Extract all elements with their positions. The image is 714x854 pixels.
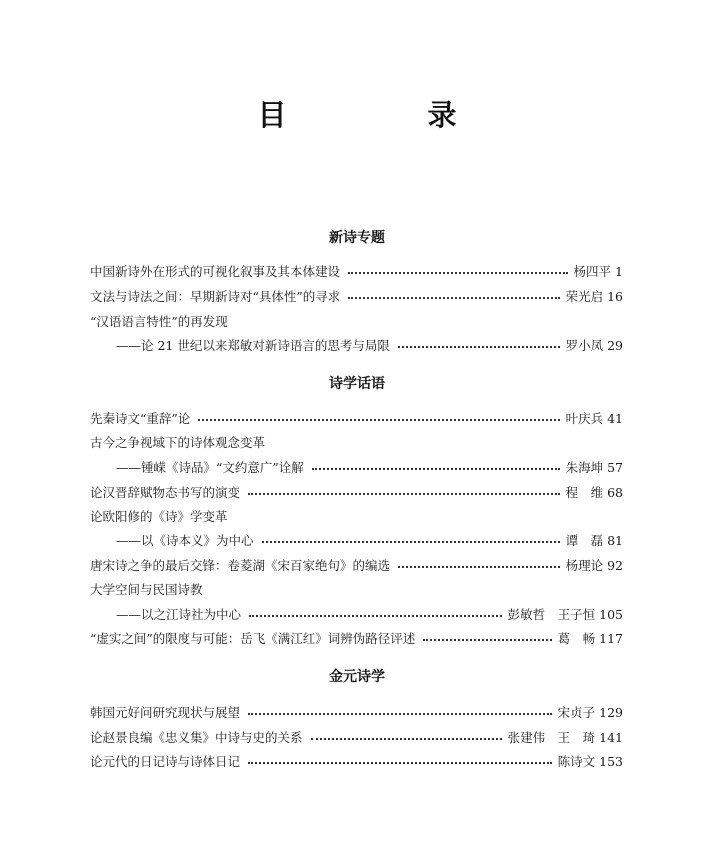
- toc-entry-title-line[interactable]: [90, 311, 623, 331]
- leader-dots: [311, 738, 502, 740]
- entry-author: 张建伟 王 琦: [507, 730, 596, 745]
- entry-page: 141: [599, 729, 623, 745]
- section-heading: 新诗专题: [329, 230, 385, 246]
- entry-author: 谭 磊: [565, 533, 604, 548]
- entry-title: 古今之争视域下的诗体观念变革: [90, 435, 266, 450]
- toc-entry-subtitle[interactable]: [116, 604, 623, 624]
- entry-title: 先秦诗文“重辞”论: [90, 411, 191, 426]
- entry-title: “虚实之间”的限度与可能：岳飞《满江红》词辨伪路径评述: [90, 631, 416, 646]
- toc-entry-subtitle[interactable]: [116, 457, 623, 477]
- entry-author: 彭敏哲 王子恒: [507, 607, 596, 622]
- toc-entry-title-line[interactable]: [90, 506, 623, 526]
- entry-page: 41: [607, 410, 623, 426]
- leader-dots: [249, 615, 502, 617]
- leader-dots: [248, 493, 560, 495]
- entry-title: “汉语语言特性”的再发现: [90, 314, 228, 329]
- entry-subtitle: ——以之江诗社为中心: [116, 607, 242, 622]
- leader-dots: [348, 272, 568, 274]
- entry-title: 论汉晋辞赋物态书写的演变: [90, 485, 241, 500]
- entry-title: 韩国元好问研究现状与展望: [90, 705, 241, 720]
- entry-title: 唐宋诗之争的最后交锋：卷菱湖《宋百家绝句》的编选: [90, 558, 391, 573]
- toc-entry[interactable]: [90, 482, 623, 502]
- toc-entry[interactable]: [90, 628, 623, 648]
- entry-author: 杨四平: [573, 264, 612, 279]
- page-title: 目 录: [257, 98, 513, 132]
- entry-author: 葛 畅: [557, 631, 596, 646]
- entry-title: 文法与诗法之间：早期新诗对“具体性”的寻求: [90, 289, 341, 304]
- leader-dots: [248, 713, 552, 715]
- leader-dots: [348, 297, 559, 299]
- entry-page: 1: [615, 263, 623, 279]
- entry-page: 105: [599, 606, 623, 622]
- leader-dots: [262, 541, 560, 543]
- entry-page: 129: [599, 704, 623, 720]
- leader-dots: [312, 468, 560, 470]
- entry-page: 117: [599, 630, 623, 646]
- toc-entry-subtitle[interactable]: [116, 530, 623, 550]
- leader-dots: [423, 639, 551, 641]
- entry-page: 92: [607, 557, 623, 573]
- entry-author: 叶庆兵: [565, 411, 604, 426]
- entry-title: 论赵景良编《忠义集》中诗与史的关系: [90, 730, 303, 745]
- entry-author: 罗小凤: [565, 338, 604, 353]
- leader-dots: [198, 419, 559, 421]
- entry-subtitle: ——锺嵘《诗品》“文约意广”诠解: [116, 460, 304, 475]
- entry-page: 153: [599, 753, 623, 769]
- toc-entry[interactable]: [90, 286, 623, 306]
- toc-entry[interactable]: [90, 555, 623, 575]
- toc-entry[interactable]: [90, 702, 623, 722]
- entry-title: 论欧阳修的《诗》学变革: [90, 509, 228, 524]
- entry-title: 大学空间与民国诗教: [90, 582, 203, 597]
- toc-entry-title-line[interactable]: [90, 579, 623, 599]
- entry-author: 杨理论: [565, 558, 604, 573]
- entry-page: 29: [607, 337, 623, 353]
- entry-page: 57: [607, 459, 623, 475]
- toc-entry-subtitle[interactable]: [116, 335, 623, 355]
- section-heading: 金元诗学: [329, 669, 385, 685]
- leader-dots: [398, 566, 560, 568]
- leader-dots: [398, 346, 560, 348]
- toc-entry[interactable]: [90, 261, 623, 281]
- toc-entry[interactable]: [90, 751, 623, 771]
- entry-author: 程 维: [565, 485, 604, 500]
- toc-entry[interactable]: [90, 727, 623, 747]
- entry-subtitle: ——论 21 世纪以来郑敏对新诗语言的思考与局限: [116, 338, 390, 353]
- toc-entry-title-line[interactable]: [90, 432, 623, 452]
- entry-author: 宋贞子: [557, 705, 596, 720]
- entry-page: 68: [607, 484, 623, 500]
- entry-author: 陈诗文: [557, 754, 596, 769]
- leader-dots: [248, 762, 552, 764]
- entry-subtitle: ——以《诗本义》为中心: [116, 533, 254, 548]
- entry-author: 荣光启: [565, 289, 604, 304]
- entry-title: 论元代的日记诗与诗体日记: [90, 754, 241, 769]
- section-heading: 诗学话语: [329, 376, 385, 392]
- entry-page: 16: [607, 288, 623, 304]
- entry-page: 81: [607, 532, 623, 548]
- entry-author: 朱海坤: [565, 460, 604, 475]
- toc-entry[interactable]: [90, 408, 623, 428]
- entry-title: 中国新诗外在形式的可视化叙事及其本体建设: [90, 264, 341, 279]
